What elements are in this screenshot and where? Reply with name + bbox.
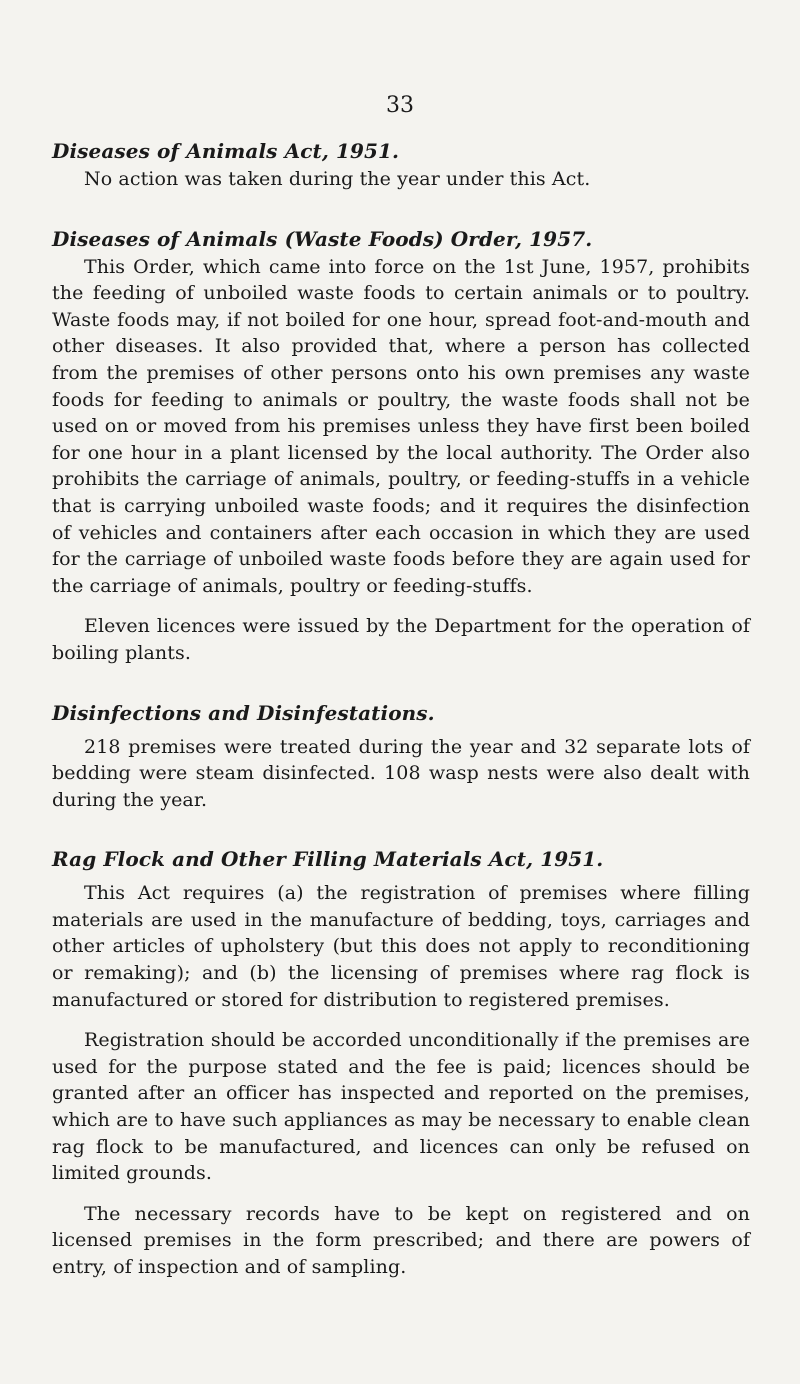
section-heading: Diseases of Animals Act, 1951. (52, 139, 400, 163)
section-heading: Disinfections and Disinfestations. (52, 700, 435, 725)
section-diseases-of-animals-act (52, 137, 750, 193)
section-heading: Rag Flock and Other Filling Materials Act, 1951. (52, 847, 604, 872)
section-heading: Diseases of Animals (Waste Foods) Order, 1957. (52, 226, 593, 251)
paragraph: The necessary records have to be kept on registered and on licensed premises in the form prescribed; and there are powers of entry, of inspection and of sampling. (52, 1202, 750, 1278)
paragraph: 218 premises were treated during the year and 32 separate lots of bedding were steam disinfected. 108 wasp nests were also dealt with during the year. (52, 735, 750, 811)
page-number: 33 (386, 93, 414, 118)
paragraph: Registration should be accorded unconditionally if the premises are used for the purpose stated and the fee is paid; licences should be granted after an officer has inspected and reported on the premises, which are to have such appliances as may be necessary to enable clean rag flock to be manufactured, and licences can only be refused on limited grounds. (52, 1029, 750, 1185)
paragraph: This Act requires (a) the registration of premises where filling materials are used in the manufacture of bedding, toys, carriages and other articles of upholstery (but this does not apply to reconditioning or remaking); and (b) the licensing of premises where rag flock is manufactured or stored for distribution to registered premises. (52, 882, 750, 1011)
paragraph: This Order, which came into force on the 1st June, 1957, prohibits the feeding of unboiled waste foods to certain animals or to poultry. Waste foods may, if not boiled for one hour, spread foot-and-mouth and other diseases. It also provided that, where a person has collected from the premises of other persons onto his own premises any waste foods for feeding to animals or poultry, the waste foods shall not be used on or moved from his premises unless they have first been boiled for one hour in a plant licensed by the local authority. The Order also prohibits the carriage of animals, poultry, or feeding-stuffs in a vehicle that is carrying unboiled waste foods; and it requires the disinfection of vehicles and containers after each occasion in which they are used for the carriage of unboiled waste foods before they are again used for the carriage of animals, poultry or feeding-stuffs. (52, 255, 750, 597)
paragraph: Eleven licences were issued by the Department for the operation of boiling plants. (52, 615, 750, 664)
paragraph: No action was taken during the year under this Act. (84, 168, 591, 190)
section-disinfections (52, 699, 750, 814)
document-body (52, 137, 750, 1281)
section-rag-flock-act (52, 845, 750, 1280)
section-waste-foods-order (52, 225, 750, 667)
